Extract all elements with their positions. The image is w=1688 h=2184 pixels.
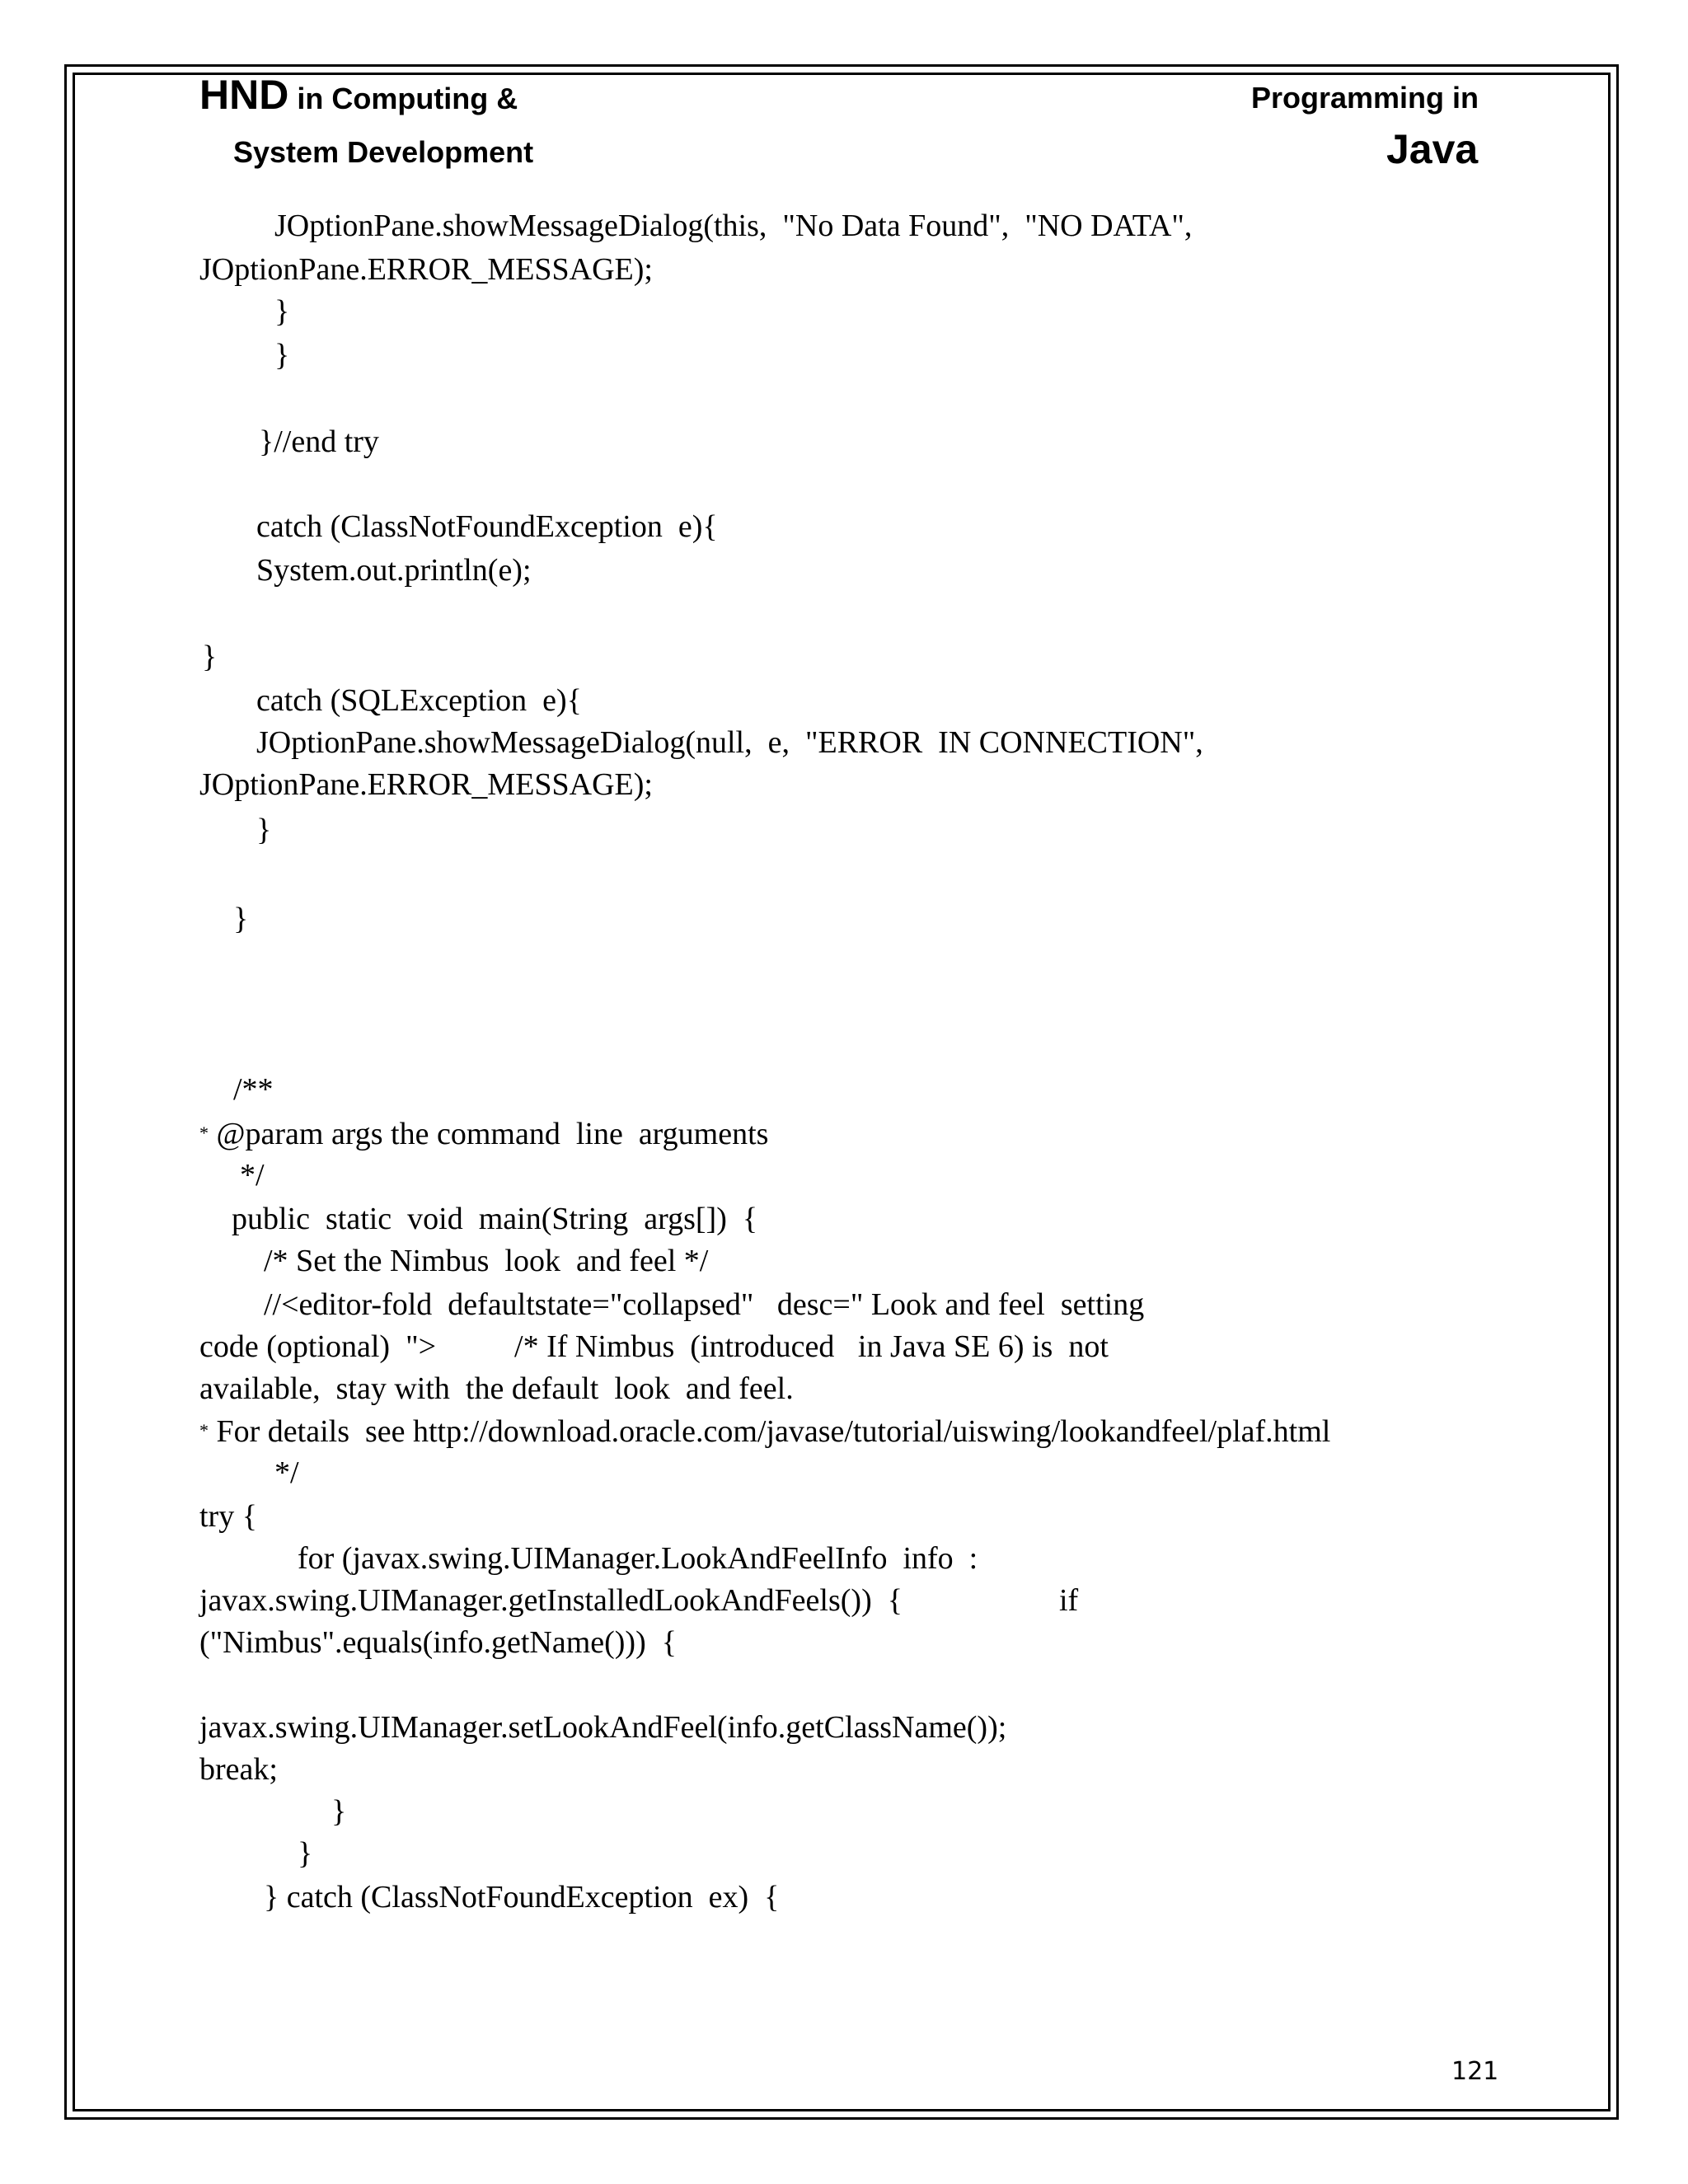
code-line-2: JOptionPane.ERROR_MESSAGE); bbox=[199, 252, 653, 287]
code-line-6: catch (ClassNotFoundException e){ bbox=[256, 509, 718, 544]
header-programming-in: Programming in bbox=[1251, 81, 1479, 115]
code-line-21: available, stay with the default look and feel. bbox=[199, 1371, 794, 1406]
code-line-28: javax.swing.UIManager.setLookAndFeel(info.getClassName()); bbox=[199, 1710, 1007, 1745]
code-line-3: } bbox=[274, 294, 290, 329]
code-line-5: }//end try bbox=[259, 424, 379, 459]
code-line-32: } catch (ClassNotFoundException ex) { bbox=[264, 1880, 780, 1915]
code-line-15-text: @param args the command line arguments bbox=[216, 1117, 769, 1151]
code-line-13: } bbox=[233, 902, 249, 936]
code-line-22-text: For details see http://download.oracle.com/javase/tutorial/uiswing/lookandfeel/plaf.html bbox=[216, 1414, 1331, 1449]
code-line-24: try { bbox=[199, 1499, 257, 1534]
code-line-11: JOptionPane.ERROR_MESSAGE); bbox=[199, 767, 653, 802]
header-java: Java bbox=[1386, 126, 1479, 172]
code-line-20: code (optional) "> /* If Nimbus (introduced in Java SE 6) is not bbox=[199, 1329, 1109, 1364]
code-line-17: public static void main(String args[]) { bbox=[232, 1202, 758, 1236]
code-line-4: } bbox=[274, 338, 290, 373]
header-hnd: HND bbox=[199, 72, 289, 118]
code-line-12: } bbox=[256, 813, 272, 847]
code-line-14: /** bbox=[233, 1072, 274, 1107]
header-system-development: System Development bbox=[233, 135, 534, 169]
header-left-line1 bbox=[199, 71, 518, 119]
code-line-7: System.out.println(e); bbox=[256, 553, 532, 588]
code-line-9: catch (SQLException e){ bbox=[256, 683, 582, 718]
code-line-31: } bbox=[298, 1836, 313, 1871]
code-line-10: JOptionPane.showMessageDialog(null, e, "ERROR IN CONNECTION", bbox=[256, 725, 1203, 760]
comment-star-1: * bbox=[199, 1122, 209, 1143]
code-line-18: /* Set the Nimbus look and feel */ bbox=[264, 1244, 709, 1278]
code-line-27: ("Nimbus".equals(info.getName())) { bbox=[199, 1625, 677, 1660]
header-computing: in Computing & bbox=[288, 82, 518, 115]
code-line-23: */ bbox=[274, 1455, 299, 1490]
code-line-1: JOptionPane.showMessageDialog(this, "No Data Found", "NO DATA", bbox=[274, 209, 1193, 243]
code-line-30: } bbox=[331, 1794, 347, 1829]
code-line-8: } bbox=[202, 640, 218, 674]
code-line-16: */ bbox=[240, 1158, 265, 1193]
code-line-26: javax.swing.UIManager.getInstalledLookAndFeels()) { if bbox=[199, 1583, 1079, 1618]
code-line-29: break; bbox=[199, 1752, 278, 1787]
comment-star-2: * bbox=[199, 1420, 209, 1441]
page-number: 121 bbox=[1451, 2057, 1499, 2086]
page-border-inner bbox=[73, 73, 1611, 2111]
code-line-19: //<editor-fold defaultstate="collapsed" desc=" Look and feel setting bbox=[264, 1287, 1145, 1322]
code-line-22 bbox=[199, 1413, 1330, 1450]
code-line-25: for (javax.swing.UIManager.LookAndFeelInfo info : bbox=[298, 1541, 978, 1576]
code-line-15 bbox=[199, 1115, 768, 1152]
